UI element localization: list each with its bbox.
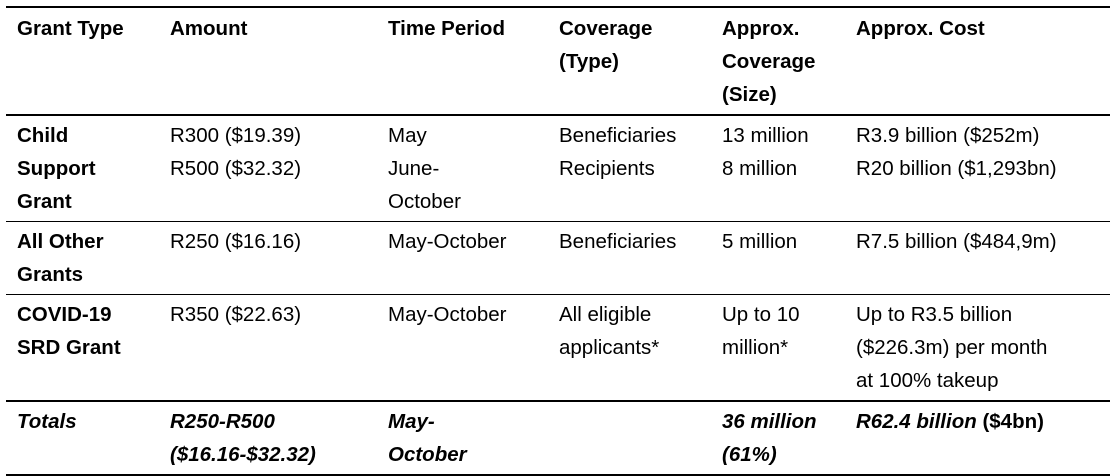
table-header — [6, 7, 1110, 115]
totals-cost-usd: ($4bn) — [976, 410, 1044, 433]
header-time-period — [377, 7, 548, 115]
cell-line: May-October — [388, 303, 507, 326]
table-body — [6, 115, 1110, 475]
coverage-type-cell — [548, 222, 711, 295]
cell-line: 36 million — [722, 410, 817, 433]
grant-type-cell — [6, 222, 159, 295]
header-line: (Size) — [722, 83, 777, 106]
table-row-child-support-grant — [6, 115, 1110, 222]
totals-cost-main: R62.4 billion — [856, 410, 977, 433]
cell-line: 8 million — [722, 157, 798, 180]
header-amount — [159, 7, 377, 115]
table-row-all-other-grants — [6, 222, 1110, 295]
cell-line: 13 million — [722, 124, 809, 147]
header-coverage-size — [711, 7, 845, 115]
cell-line: R350 ($22.63) — [170, 303, 302, 326]
coverage-type-cell — [548, 295, 711, 402]
cell-line: R500 ($32.32) — [170, 157, 302, 180]
cell-line: May — [388, 124, 427, 147]
cell-line: Grant — [17, 190, 72, 213]
header-line: Coverage — [722, 50, 816, 73]
cell-line: R250-R500 — [170, 410, 275, 433]
cell-line: SRD Grant — [17, 336, 121, 359]
cell-line: All eligible — [559, 303, 652, 326]
coverage-size-cell — [711, 115, 845, 222]
cell-line: All Other — [17, 230, 104, 253]
time-period-cell — [377, 222, 548, 295]
grant-type-cell — [6, 295, 159, 402]
cell-line: Support — [17, 157, 96, 180]
header-line: Time Period — [388, 17, 505, 40]
cost-cell — [845, 295, 1110, 402]
cell-line: May- — [388, 410, 435, 433]
header-line: Amount — [170, 17, 248, 40]
coverage-type-cell — [548, 115, 711, 222]
cell-line: Beneficiaries — [559, 230, 677, 253]
cell-line: ($16.16-$32.32) — [170, 443, 316, 466]
cell-line: million* — [722, 336, 789, 359]
cell-line: R3.9 billion ($252m) — [856, 124, 1040, 147]
header-line: (Type) — [559, 50, 619, 73]
cell-line: October — [388, 443, 467, 466]
cell-line: June- — [388, 157, 440, 180]
cell-line: Totals — [17, 410, 77, 433]
cell-line: Beneficiaries — [559, 124, 677, 147]
time-period-cell — [377, 115, 548, 222]
table-row-covid-19-srd-grant — [6, 295, 1110, 402]
header-line: Grant Type — [17, 17, 124, 40]
cell-line: Recipients — [559, 157, 655, 180]
cell-line: Up to 10 — [722, 303, 800, 326]
amount-cell — [159, 222, 377, 295]
cell-line: Up to R3.5 billion — [856, 303, 1013, 326]
amount-cell — [159, 115, 377, 222]
header-line: Approx. Cost — [856, 17, 985, 40]
coverage-size-cell — [711, 295, 845, 402]
header-line: Coverage — [559, 17, 653, 40]
cell-line: Grants — [17, 263, 84, 286]
amount-cell — [159, 295, 377, 402]
coverage-size-cell — [711, 222, 845, 295]
cell-line: October — [388, 190, 461, 213]
cell-line: R7.5 billion ($484,9m) — [856, 230, 1057, 253]
grant-type-cell — [6, 115, 159, 222]
cell-line: ($226.3m) per month — [856, 336, 1048, 359]
cell-line: COVID-19 — [17, 303, 112, 326]
time-period-cell — [377, 295, 548, 402]
cell-line: applicants* — [559, 336, 660, 359]
cell-line: R250 ($16.16) — [170, 230, 302, 253]
cell-line: at 100% takeup — [856, 369, 999, 392]
cell-line: Child — [17, 124, 69, 147]
cell-line: (61%) — [722, 443, 777, 466]
cost-cell — [845, 222, 1110, 295]
cell-line: May-October — [388, 230, 507, 253]
cell-line: R300 ($19.39) — [170, 124, 302, 147]
header-cost — [845, 7, 1110, 115]
header-row — [6, 7, 1110, 115]
header-coverage-type — [548, 7, 711, 115]
grant-table — [6, 6, 1110, 476]
cell-line: 5 million — [722, 230, 798, 253]
header-line: Approx. — [722, 17, 800, 40]
header-grant-type — [6, 7, 159, 115]
cost-cell — [845, 115, 1110, 222]
cell-line: R20 billion ($1,293bn) — [856, 157, 1057, 180]
